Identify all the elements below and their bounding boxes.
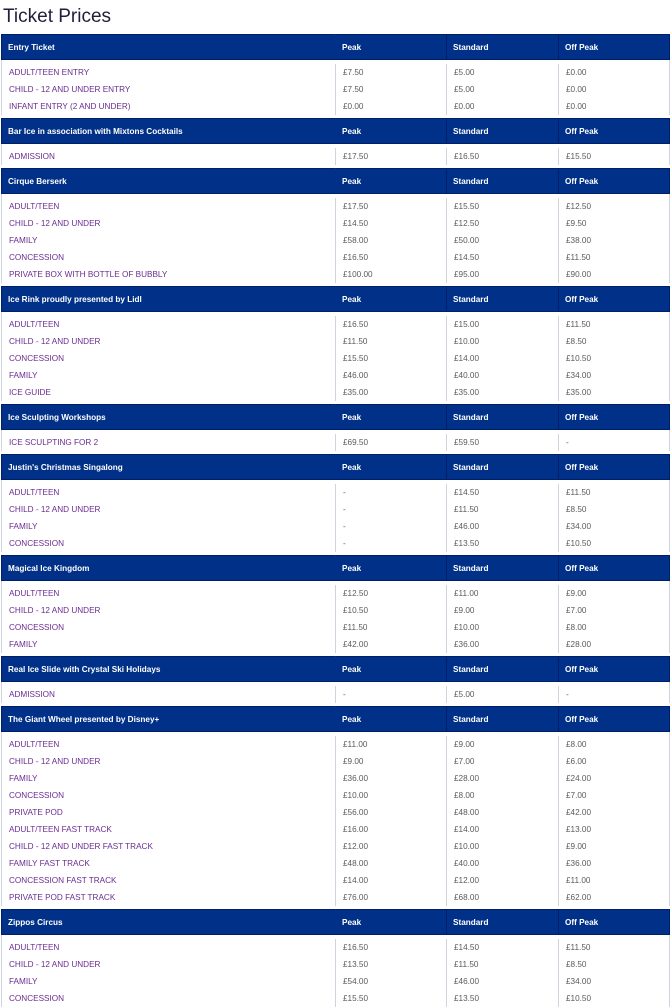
ticket-type-label: PRIVATE POD xyxy=(2,804,336,821)
column-header-peak: Peak xyxy=(336,119,447,144)
standard-price: £0.00 xyxy=(447,98,559,115)
peak-price: £56.00 xyxy=(336,804,447,821)
off-peak-price: £9.50 xyxy=(559,215,670,232)
price-row xyxy=(2,956,670,973)
ticket-type-label: PRIVATE BOX WITH BOTTLE OF BUBBLY xyxy=(2,266,336,283)
standard-price: £10.00 xyxy=(447,838,559,855)
off-peak-price: £7.00 xyxy=(559,602,670,619)
section-name: Cirque Berserk xyxy=(2,169,336,194)
off-peak-price: £11.50 xyxy=(559,939,670,956)
off-peak-price: £34.00 xyxy=(559,518,670,535)
peak-price: £11.50 xyxy=(336,619,447,636)
price-row xyxy=(2,585,670,602)
column-header-standard: Standard xyxy=(447,287,559,312)
off-peak-price: £34.00 xyxy=(559,367,670,384)
standard-price: £40.00 xyxy=(447,367,559,384)
ticket-type-label: CHILD - 12 AND UNDER xyxy=(2,753,336,770)
peak-price: £10.50 xyxy=(336,602,447,619)
peak-price: £10.00 xyxy=(336,787,447,804)
column-header-off-peak: Off Peak xyxy=(559,35,670,60)
standard-price: £12.50 xyxy=(447,215,559,232)
ticket-type-label: ADULT/TEEN xyxy=(2,198,336,215)
section-header xyxy=(2,405,670,430)
ticket-type-label: ADULT/TEEN FAST TRACK xyxy=(2,821,336,838)
standard-price: £14.00 xyxy=(447,821,559,838)
standard-price: £8.00 xyxy=(447,787,559,804)
column-header-standard: Standard xyxy=(447,707,559,732)
ticket-type-label: INFANT ENTRY (2 AND UNDER) xyxy=(2,98,336,115)
ticket-type-label: ADULT/TEEN xyxy=(2,585,336,602)
off-peak-price: £9.00 xyxy=(559,585,670,602)
price-row xyxy=(2,64,670,81)
standard-price: £59.50 xyxy=(447,434,559,451)
standard-price: £46.00 xyxy=(447,518,559,535)
standard-price: £14.00 xyxy=(447,350,559,367)
standard-price: £13.50 xyxy=(447,535,559,552)
peak-price: £11.50 xyxy=(336,333,447,350)
price-row xyxy=(2,249,670,266)
column-header-off-peak: Off Peak xyxy=(559,455,670,480)
price-row xyxy=(2,98,670,115)
peak-price: £58.00 xyxy=(336,232,447,249)
price-row xyxy=(2,804,670,821)
ticket-type-label: CHILD - 12 AND UNDER FAST TRACK xyxy=(2,838,336,855)
price-row xyxy=(2,333,670,350)
standard-price: £5.00 xyxy=(447,64,559,81)
off-peak-price: - xyxy=(559,434,670,451)
section-name: Justin's Christmas Singalong xyxy=(2,455,336,480)
ticket-type-label: ADULT/TEEN xyxy=(2,484,336,501)
peak-price: £14.50 xyxy=(336,215,447,232)
standard-price: £68.00 xyxy=(447,889,559,906)
price-row xyxy=(2,939,670,956)
price-row xyxy=(2,535,670,552)
off-peak-price: £8.50 xyxy=(559,956,670,973)
price-row xyxy=(2,736,670,753)
price-row xyxy=(2,619,670,636)
standard-price: £9.00 xyxy=(447,736,559,753)
peak-price: £7.50 xyxy=(336,81,447,98)
standard-price: £11.50 xyxy=(447,501,559,518)
price-row xyxy=(2,518,670,535)
price-row xyxy=(2,973,670,990)
column-header-standard: Standard xyxy=(447,556,559,581)
ticket-type-label: CHILD - 12 AND UNDER ENTRY xyxy=(2,81,336,98)
off-peak-price: £35.00 xyxy=(559,384,670,401)
price-row xyxy=(2,215,670,232)
column-header-peak: Peak xyxy=(336,287,447,312)
ticket-type-label: ADMISSION xyxy=(2,148,336,165)
ticket-type-label: CONCESSION xyxy=(2,990,336,1007)
column-header-off-peak: Off Peak xyxy=(559,910,670,935)
ticket-type-label: CONCESSION xyxy=(2,619,336,636)
off-peak-price: £28.00 xyxy=(559,636,670,653)
standard-price: £9.00 xyxy=(447,602,559,619)
off-peak-price: £24.00 xyxy=(559,770,670,787)
price-row xyxy=(2,889,670,906)
section-name: Real Ice Slide with Crystal Ski Holidays xyxy=(2,657,336,682)
section-name: Ice Sculpting Workshops xyxy=(2,405,336,430)
peak-price: £76.00 xyxy=(336,889,447,906)
price-row xyxy=(2,838,670,855)
ticket-type-label: CHILD - 12 AND UNDER xyxy=(2,602,336,619)
price-row xyxy=(2,990,670,1007)
off-peak-price: £15.50 xyxy=(559,148,670,165)
column-header-peak: Peak xyxy=(336,35,447,60)
column-header-standard: Standard xyxy=(447,405,559,430)
standard-price: £5.00 xyxy=(447,81,559,98)
off-peak-price: £10.50 xyxy=(559,350,670,367)
ticket-type-label: FAMILY xyxy=(2,973,336,990)
peak-price: £54.00 xyxy=(336,973,447,990)
section-header xyxy=(2,657,670,682)
price-row xyxy=(2,855,670,872)
standard-price: £35.00 xyxy=(447,384,559,401)
ticket-type-label: FAMILY FAST TRACK xyxy=(2,855,336,872)
off-peak-price: - xyxy=(559,686,670,703)
ticket-type-label: ADULT/TEEN xyxy=(2,316,336,333)
section-header xyxy=(2,35,670,60)
section-header xyxy=(2,455,670,480)
standard-price: £11.50 xyxy=(447,956,559,973)
off-peak-price: £10.50 xyxy=(559,535,670,552)
ticket-type-label: CHILD - 12 AND UNDER xyxy=(2,501,336,518)
section-name: Ice Rink proudly presented by Lidl xyxy=(2,287,336,312)
price-row xyxy=(2,232,670,249)
column-header-off-peak: Off Peak xyxy=(559,405,670,430)
off-peak-price: £11.00 xyxy=(559,872,670,889)
peak-price: £100.00 xyxy=(336,266,447,283)
off-peak-price: £8.50 xyxy=(559,333,670,350)
standard-price: £48.00 xyxy=(447,804,559,821)
peak-price: £13.50 xyxy=(336,956,447,973)
off-peak-price: £11.50 xyxy=(559,316,670,333)
peak-price: £16.00 xyxy=(336,821,447,838)
off-peak-price: £11.50 xyxy=(559,484,670,501)
price-row xyxy=(2,501,670,518)
section-header xyxy=(2,287,670,312)
ticket-type-label: CONCESSION xyxy=(2,787,336,804)
off-peak-price: £36.00 xyxy=(559,855,670,872)
peak-price: - xyxy=(336,518,447,535)
off-peak-price: £9.00 xyxy=(559,838,670,855)
column-header-standard: Standard xyxy=(447,910,559,935)
column-header-standard: Standard xyxy=(447,657,559,682)
standard-price: £7.00 xyxy=(447,753,559,770)
standard-price: £40.00 xyxy=(447,855,559,872)
page-title: Ticket Prices xyxy=(3,6,112,27)
price-row xyxy=(2,770,670,787)
standard-price: £16.50 xyxy=(447,148,559,165)
standard-price: £50.00 xyxy=(447,232,559,249)
column-header-peak: Peak xyxy=(336,405,447,430)
ticket-type-label: CHILD - 12 AND UNDER xyxy=(2,956,336,973)
section-header xyxy=(2,169,670,194)
peak-price: £0.00 xyxy=(336,98,447,115)
standard-price: £5.00 xyxy=(447,686,559,703)
section-header xyxy=(2,556,670,581)
column-header-off-peak: Off Peak xyxy=(559,119,670,144)
standard-price: £12.00 xyxy=(447,872,559,889)
peak-price: £17.50 xyxy=(336,148,447,165)
column-header-standard: Standard xyxy=(447,119,559,144)
ticket-type-label: FAMILY xyxy=(2,367,336,384)
price-row xyxy=(2,350,670,367)
ticket-type-label: ADULT/TEEN ENTRY xyxy=(2,64,336,81)
peak-price: £12.00 xyxy=(336,838,447,855)
price-row xyxy=(2,434,670,451)
column-header-off-peak: Off Peak xyxy=(559,707,670,732)
peak-price: £36.00 xyxy=(336,770,447,787)
peak-price: - xyxy=(336,484,447,501)
column-header-standard: Standard xyxy=(447,35,559,60)
ticket-type-label: PRIVATE POD FAST TRACK xyxy=(2,889,336,906)
price-row xyxy=(2,872,670,889)
price-row xyxy=(2,753,670,770)
column-header-off-peak: Off Peak xyxy=(559,657,670,682)
standard-price: £10.00 xyxy=(447,619,559,636)
off-peak-price: £13.00 xyxy=(559,821,670,838)
ticket-type-label: CONCESSION xyxy=(2,535,336,552)
peak-price: £7.50 xyxy=(336,64,447,81)
off-peak-price: £8.50 xyxy=(559,501,670,518)
price-row xyxy=(2,384,670,401)
off-peak-price: £10.50 xyxy=(559,990,670,1007)
price-row xyxy=(2,316,670,333)
peak-price: £16.50 xyxy=(336,249,447,266)
ticket-type-label: CONCESSION xyxy=(2,249,336,266)
column-header-standard: Standard xyxy=(447,455,559,480)
peak-price: - xyxy=(336,686,447,703)
standard-price: £10.00 xyxy=(447,333,559,350)
off-peak-price: £12.50 xyxy=(559,198,670,215)
ticket-type-label: ADMISSION xyxy=(2,686,336,703)
price-row xyxy=(2,686,670,703)
ticket-type-label: ADULT/TEEN xyxy=(2,736,336,753)
column-header-off-peak: Off Peak xyxy=(559,287,670,312)
ticket-type-label: FAMILY xyxy=(2,518,336,535)
peak-price: £46.00 xyxy=(336,367,447,384)
section-name: Entry Ticket xyxy=(2,35,336,60)
price-row xyxy=(2,602,670,619)
standard-price: £13.50 xyxy=(447,990,559,1007)
off-peak-price: £0.00 xyxy=(559,64,670,81)
column-header-peak: Peak xyxy=(336,556,447,581)
section-header xyxy=(2,707,670,732)
ticket-prices-table xyxy=(1,34,670,1007)
peak-price: £16.50 xyxy=(336,316,447,333)
column-header-off-peak: Off Peak xyxy=(559,169,670,194)
price-row xyxy=(2,148,670,165)
off-peak-price: £11.50 xyxy=(559,249,670,266)
standard-price: £36.00 xyxy=(447,636,559,653)
off-peak-price: £0.00 xyxy=(559,81,670,98)
peak-price: £16.50 xyxy=(336,939,447,956)
ticket-type-label: FAMILY xyxy=(2,232,336,249)
standard-price: £14.50 xyxy=(447,939,559,956)
ticket-type-label: FAMILY xyxy=(2,636,336,653)
off-peak-price: £7.00 xyxy=(559,787,670,804)
price-row xyxy=(2,81,670,98)
section-header xyxy=(2,910,670,935)
off-peak-price: £6.00 xyxy=(559,753,670,770)
ticket-type-label: FAMILY xyxy=(2,770,336,787)
price-row xyxy=(2,821,670,838)
off-peak-price: £42.00 xyxy=(559,804,670,821)
standard-price: £46.00 xyxy=(447,973,559,990)
peak-price: £42.00 xyxy=(336,636,447,653)
off-peak-price: £8.00 xyxy=(559,619,670,636)
standard-price: £15.00 xyxy=(447,316,559,333)
peak-price: £11.00 xyxy=(336,736,447,753)
peak-price: £15.50 xyxy=(336,350,447,367)
ticket-type-label: CONCESSION xyxy=(2,350,336,367)
peak-price: £48.00 xyxy=(336,855,447,872)
ticket-type-label: CONCESSION FAST TRACK xyxy=(2,872,336,889)
column-header-off-peak: Off Peak xyxy=(559,556,670,581)
section-name: Magical Ice Kingdom xyxy=(2,556,336,581)
off-peak-price: £8.00 xyxy=(559,736,670,753)
peak-price: £14.00 xyxy=(336,872,447,889)
off-peak-price: £38.00 xyxy=(559,232,670,249)
standard-price: £14.50 xyxy=(447,484,559,501)
off-peak-price: £62.00 xyxy=(559,889,670,906)
standard-price: £95.00 xyxy=(447,266,559,283)
section-name: The Giant Wheel presented by Disney+ xyxy=(2,707,336,732)
ticket-type-label: ICE GUIDE xyxy=(2,384,336,401)
ticket-type-label: CHILD - 12 AND UNDER xyxy=(2,333,336,350)
price-row xyxy=(2,367,670,384)
column-header-peak: Peak xyxy=(336,169,447,194)
peak-price: £12.50 xyxy=(336,585,447,602)
section-name: Zippos Circus xyxy=(2,910,336,935)
section-header xyxy=(2,119,670,144)
price-row xyxy=(2,266,670,283)
standard-price: £15.50 xyxy=(447,198,559,215)
price-row xyxy=(2,484,670,501)
standard-price: £11.00 xyxy=(447,585,559,602)
column-header-standard: Standard xyxy=(447,169,559,194)
peak-price: - xyxy=(336,501,447,518)
ticket-type-label: ICE SCULPTING FOR 2 xyxy=(2,434,336,451)
peak-price: £17.50 xyxy=(336,198,447,215)
peak-price: £69.50 xyxy=(336,434,447,451)
column-header-peak: Peak xyxy=(336,455,447,480)
standard-price: £14.50 xyxy=(447,249,559,266)
section-name: Bar Ice in association with Mixtons Cocktails xyxy=(2,119,336,144)
column-header-peak: Peak xyxy=(336,707,447,732)
column-header-peak: Peak xyxy=(336,910,447,935)
peak-price: £9.00 xyxy=(336,753,447,770)
ticket-type-label: CHILD - 12 AND UNDER xyxy=(2,215,336,232)
off-peak-price: £34.00 xyxy=(559,973,670,990)
ticket-prices-body xyxy=(2,35,670,1007)
standard-price: £28.00 xyxy=(447,770,559,787)
price-row xyxy=(2,198,670,215)
off-peak-price: £90.00 xyxy=(559,266,670,283)
peak-price: £15.50 xyxy=(336,990,447,1007)
peak-price: £35.00 xyxy=(336,384,447,401)
price-row xyxy=(2,787,670,804)
price-row xyxy=(2,636,670,653)
off-peak-price: £0.00 xyxy=(559,98,670,115)
ticket-type-label: ADULT/TEEN xyxy=(2,939,336,956)
column-header-peak: Peak xyxy=(336,657,447,682)
peak-price: - xyxy=(336,535,447,552)
